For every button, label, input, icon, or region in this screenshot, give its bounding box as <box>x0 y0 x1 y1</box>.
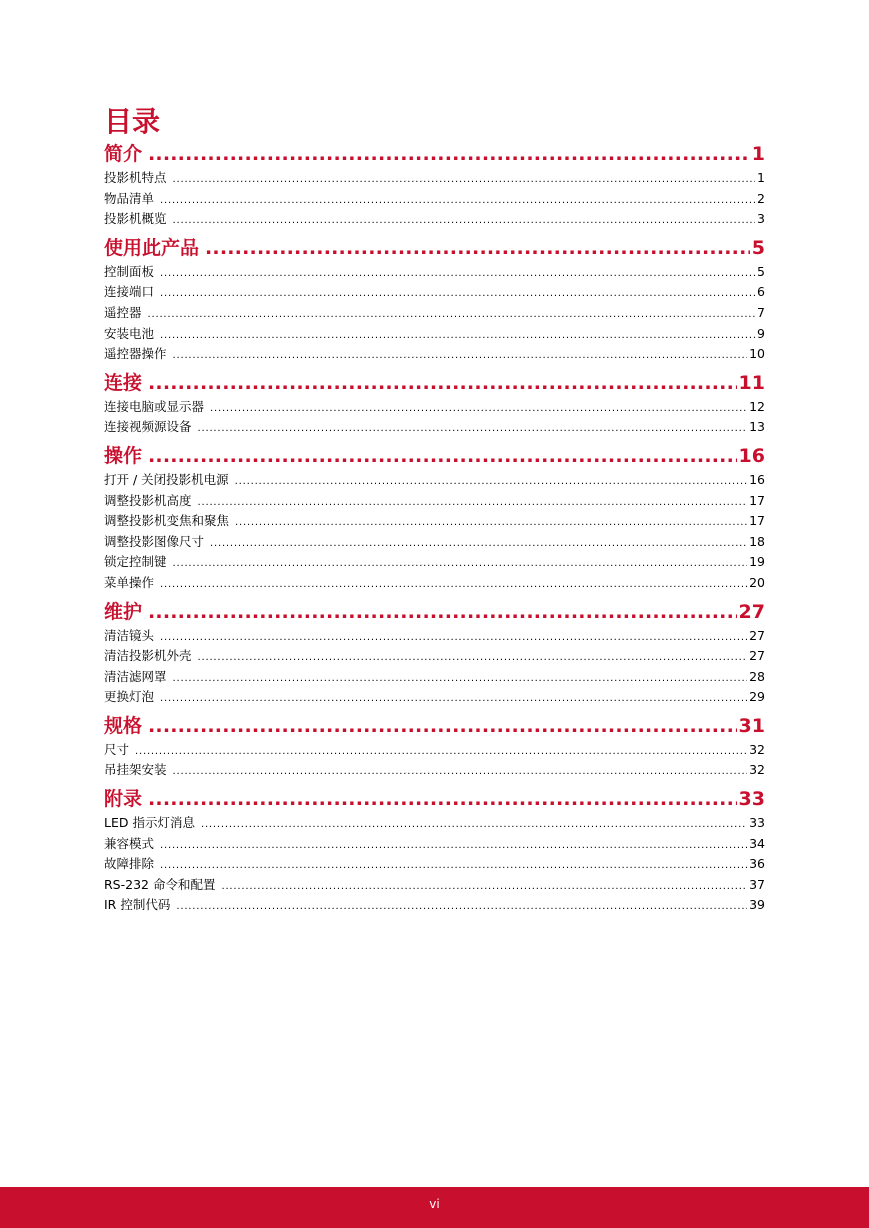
toc-dot-leader <box>198 646 748 667</box>
toc-section-page: 17 <box>749 492 765 508</box>
toc-chapter-entry[interactable] <box>104 598 765 626</box>
toc-chapter-title: 连接 <box>104 371 143 394</box>
toc-section-page: 3 <box>757 211 765 227</box>
toc-chapter-page: 11 <box>738 371 765 394</box>
toc-section-entry[interactable] <box>104 552 765 573</box>
toc-section-title: RS-232 命令和配置 <box>104 876 216 892</box>
toc-dot-leader <box>160 834 747 855</box>
toc-chapter-title: 附录 <box>104 788 143 811</box>
toc-section-title: 连接端口 <box>104 284 155 300</box>
toc-section-entry[interactable] <box>104 646 765 667</box>
toc-chapter-block <box>104 140 765 230</box>
toc-dot-leader <box>148 712 737 740</box>
toc-chapter-block <box>104 785 765 916</box>
toc-dot-leader <box>160 687 747 708</box>
toc-section-title: 打开 / 关闭投影机电源 <box>104 471 229 487</box>
toc-section-title: 遥控器操作 <box>104 346 167 362</box>
toc-section-entry[interactable] <box>104 324 765 345</box>
toc-section-title: 安装电池 <box>104 325 155 341</box>
toc-chapter-block <box>104 234 765 365</box>
toc-section-title: 投影机特点 <box>104 170 167 185</box>
toc-section-page: 7 <box>757 304 765 320</box>
toc-section-page: 18 <box>749 533 765 549</box>
toc-dot-leader <box>210 532 747 553</box>
toc-dot-leader <box>173 667 748 688</box>
toc-section-entry[interactable] <box>104 667 765 688</box>
toc-dot-leader <box>173 344 748 365</box>
toc-dot-leader <box>160 324 755 345</box>
toc-chapter-block <box>104 369 765 438</box>
toc-section-entry[interactable] <box>104 626 765 647</box>
toc-chapter-page: 16 <box>738 444 765 467</box>
toc-section-title: 清洁滤网罩 <box>104 668 167 684</box>
toc-section-entry[interactable] <box>104 760 765 781</box>
toc-section-page: 16 <box>749 471 765 487</box>
toc-section-title: 故障排除 <box>104 856 155 872</box>
toc-dot-leader <box>173 760 748 781</box>
toc-section-title: 调整投影图像尺寸 <box>104 533 205 549</box>
toc-section-page: 13 <box>749 419 765 435</box>
footer-bar <box>0 1187 869 1228</box>
toc-chapter-entry[interactable] <box>104 442 765 470</box>
toc-dot-leader <box>160 854 747 875</box>
toc-section-page: 1 <box>757 170 765 185</box>
toc-chapter-entry[interactable] <box>104 369 765 397</box>
toc-section-page: 2 <box>757 190 765 206</box>
toc-section-title: 兼容模式 <box>104 835 155 851</box>
toc-section-title: 连接视频源设备 <box>104 419 192 435</box>
toc-dot-leader <box>176 895 747 916</box>
toc-chapter-block <box>104 598 765 708</box>
toc-section-page: 12 <box>749 398 765 414</box>
toc-chapter-entry[interactable] <box>104 234 765 262</box>
toc-section-entry[interactable] <box>104 209 765 230</box>
toc-section-entry[interactable] <box>104 282 765 303</box>
toc-chapter-page: 31 <box>738 714 765 737</box>
toc-section-page: 34 <box>749 835 765 851</box>
toc-section-entry[interactable] <box>104 687 765 708</box>
toc-section-page: 32 <box>749 741 765 757</box>
toc-chapter-entry[interactable] <box>104 712 765 740</box>
toc-dot-leader <box>221 875 747 896</box>
toc-dot-leader <box>201 813 747 834</box>
toc-chapter-title: 操作 <box>104 444 143 467</box>
toc-section-page: 9 <box>757 325 765 341</box>
toc-chapter-block <box>104 442 765 594</box>
toc-section-title: 锁定控制键 <box>104 554 167 570</box>
toc-dot-leader <box>148 303 756 324</box>
toc-chapter-entry[interactable] <box>104 140 765 168</box>
toc-dot-leader <box>160 282 755 303</box>
toc-section-entry[interactable] <box>104 491 765 512</box>
toc-section-title: 调整投影机高度 <box>104 492 192 508</box>
toc-section-page: 5 <box>757 263 765 279</box>
footer-page-number: vi <box>429 1197 440 1211</box>
toc-section-title: 物品清单 <box>104 190 155 206</box>
toc-section-title: 更换灯泡 <box>104 689 155 705</box>
toc-section-title: IR 控制代码 <box>104 897 171 913</box>
toc-section-entry[interactable] <box>104 417 765 438</box>
toc-chapter-page: 27 <box>738 600 765 623</box>
toc-section-title: 吊挂架安装 <box>104 762 167 778</box>
toc-chapter-title: 使用此产品 <box>104 236 200 259</box>
toc-section-title: 连接电脑或显示器 <box>104 398 205 414</box>
toc-dot-leader <box>235 511 747 532</box>
toc-dot-leader <box>235 470 747 491</box>
toc-dot-leader <box>173 552 748 573</box>
toc-section-entry[interactable] <box>104 397 765 418</box>
toc-section-page: 29 <box>749 689 765 705</box>
toc-chapter-title: 维护 <box>104 600 143 623</box>
toc-section-title: 控制面板 <box>104 263 155 279</box>
toc-section-page: 27 <box>749 627 765 643</box>
toc-section-page: 10 <box>749 346 765 362</box>
toc-section-title: LED 指示灯消息 <box>104 815 195 831</box>
toc-section-page: 33 <box>749 815 765 831</box>
toc-section-page: 20 <box>749 574 765 590</box>
toc-chapter-title: 规格 <box>104 714 143 737</box>
toc-dot-leader <box>173 168 756 189</box>
toc-section-entry[interactable] <box>104 168 765 189</box>
toc-dot-leader <box>148 598 737 626</box>
toc-section-entry[interactable] <box>104 262 765 283</box>
toc-dot-leader <box>198 491 748 512</box>
toc-section-title: 调整投影机变焦和聚焦 <box>104 513 230 529</box>
toc-section-entry[interactable] <box>104 511 765 532</box>
toc-dot-leader <box>135 740 747 761</box>
toc-chapter-page: 1 <box>751 143 765 165</box>
toc-section-entry[interactable] <box>104 834 765 855</box>
toc-chapter-title: 简介 <box>104 143 143 165</box>
toc-section-entry[interactable] <box>104 875 765 896</box>
toc-section-page: 17 <box>749 513 765 529</box>
table-of-contents <box>104 140 765 916</box>
toc-section-title: 清洁投影机外壳 <box>104 648 192 664</box>
toc-section-page: 19 <box>749 554 765 570</box>
toc-section-entry[interactable] <box>104 532 765 553</box>
toc-dot-leader <box>160 262 755 283</box>
toc-dot-leader <box>210 397 747 418</box>
toc-section-entry[interactable] <box>104 813 765 834</box>
toc-section-entry[interactable] <box>104 189 765 210</box>
toc-dot-leader <box>160 626 747 647</box>
toc-dot-leader <box>148 442 737 470</box>
toc-section-page: 6 <box>757 284 765 300</box>
toc-section-entry[interactable] <box>104 854 765 875</box>
toc-dot-leader <box>198 417 748 438</box>
toc-section-page: 32 <box>749 762 765 778</box>
toc-section-page: 28 <box>749 668 765 684</box>
toc-chapter-page: 5 <box>751 236 765 259</box>
toc-section-entry[interactable] <box>104 895 765 916</box>
toc-dot-leader <box>148 785 737 813</box>
toc-dot-leader <box>173 209 756 230</box>
toc-chapter-entry[interactable] <box>104 785 765 813</box>
toc-dot-leader <box>148 369 737 397</box>
toc-section-title: 投影机概览 <box>104 211 167 227</box>
toc-dot-leader <box>160 573 747 594</box>
toc-section-page: 27 <box>749 648 765 664</box>
toc-section-title: 尺寸 <box>104 741 130 757</box>
toc-section-entry[interactable] <box>104 470 765 491</box>
toc-section-entry[interactable] <box>104 303 765 324</box>
toc-section-page: 36 <box>749 856 765 872</box>
page-title: 目录 <box>104 105 161 138</box>
toc-section-entry[interactable] <box>104 573 765 594</box>
toc-dot-leader <box>148 140 750 168</box>
toc-section-title: 菜单操作 <box>104 574 155 590</box>
toc-section-title: 清洁镜头 <box>104 627 155 643</box>
toc-section-title: 遥控器 <box>104 304 142 320</box>
toc-section-entry[interactable] <box>104 740 765 761</box>
toc-dot-leader <box>205 234 750 262</box>
toc-section-page: 37 <box>749 876 765 892</box>
toc-dot-leader <box>160 189 755 210</box>
toc-section-page: 39 <box>749 897 765 913</box>
toc-section-entry[interactable] <box>104 344 765 365</box>
toc-chapter-block <box>104 712 765 781</box>
toc-chapter-page: 33 <box>738 788 765 811</box>
